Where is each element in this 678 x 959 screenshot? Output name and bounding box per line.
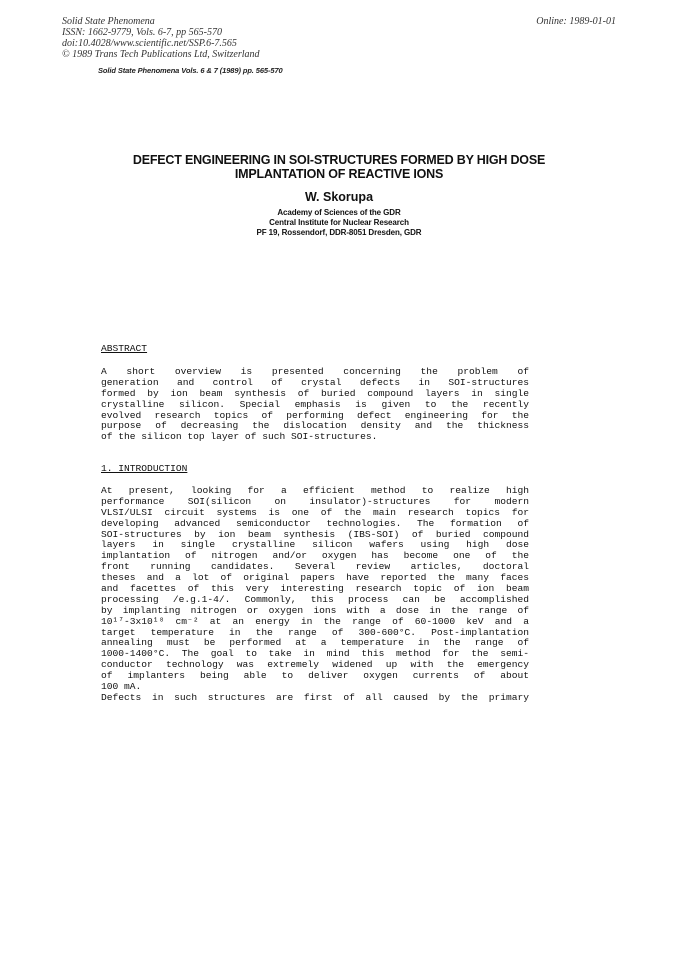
text-line: of the silicon top layer of such SOI-structures. — [101, 431, 378, 443]
author-name: W. Skorupa — [304, 190, 374, 204]
author-affiliation — [0, 208, 678, 238]
abstract-heading: ABSTRACT — [101, 343, 148, 354]
text-line: theses and a lot of original papers have reported the many faces — [101, 572, 529, 584]
text-line: performance SOI(silicon on insulator)-structures for modern — [101, 495, 529, 507]
text-line: front running candidates. Several review articles, doctoral — [101, 561, 529, 573]
text-line: evolved research topics of performing defect engineering for the — [101, 409, 529, 421]
text-line: crystalline silicon. Special emphasis is given to the recently — [101, 398, 529, 410]
doi-link[interactable]: doi:10.4028/www.scientific.net/SSP.6-7.565 — [62, 38, 237, 49]
abstract-body — [101, 367, 529, 443]
text-line: VLSI/ULSI circuit systems is one of the main research topics for — [101, 506, 529, 518]
text-line: At present, looking for a efficient method to realize high — [101, 485, 529, 496]
text-line: conductor technology was extremely widened up with the emergency — [101, 659, 529, 671]
paper-title — [89, 153, 589, 181]
running-header: Solid State Phenomena Vols. 6 & 7 (1989) pp. 565-570 — [98, 66, 283, 75]
text-line: purpose of decreasing the dislocation density and the thickness — [101, 420, 529, 432]
introduction-body — [101, 486, 529, 704]
text-line: generation and control of crystal defects in SOI-structures — [101, 376, 529, 388]
text-line: implantation of nitrogen and/or oxygen has become one of the — [101, 550, 529, 562]
text-line: 100 mA. — [101, 681, 142, 693]
publication-metadata — [62, 16, 260, 60]
introduction-heading: 1. INTRODUCTION — [101, 463, 188, 474]
text-line: 10¹⁷-3x10¹⁸ cm⁻² at an energy in the range of 60-1000 keV and a — [101, 615, 529, 627]
text-line: developing advanced semiconductor technologies. The formation of — [101, 517, 529, 529]
title-line: DEFECT ENGINEERING IN SOI-STRUCTURES FORMED BY HIGH DOSE — [132, 153, 546, 167]
text-line: of implanters being able to deliver oxygen currents of about — [101, 670, 529, 682]
text-line: Defects in such structures are first of all caused by the primary — [101, 691, 529, 703]
text-line: annealing must be performed at a temperature in the range of — [101, 637, 529, 649]
affiliation-line: Academy of Sciences of the GDR — [277, 208, 401, 217]
text-line: and facettes of this very interesting research topic of ion beam — [101, 583, 529, 595]
affiliation-line: Central Institute for Nuclear Research — [269, 218, 409, 227]
text-line: processing /e.g.1-4/. Commonly, this process can be accomplished — [101, 593, 529, 605]
text-line: formed by ion beam synthesis of buried compound layers in single — [101, 387, 529, 399]
online-date: Online: 1989-01-01 — [536, 16, 616, 27]
text-line: A short overview is presented concerning the problem of — [101, 366, 529, 377]
issn-line: ISSN: 1662-9779, Vols. 6-7, pp 565-570 — [62, 27, 222, 38]
copyright-line: © 1989 Trans Tech Publications Ltd, Switzerland — [62, 49, 260, 60]
paper-header — [0, 153, 678, 238]
text-line: 1000-1400°C. The goal to take in mind this method for the semi- — [101, 648, 529, 660]
text-line: SOI-structures by ion beam synthesis (IBS-SOI) of buried compound — [101, 528, 529, 540]
title-line: IMPLANTATION OF REACTIVE IONS — [234, 167, 444, 181]
text-line: by implanting nitrogen or oxygen ions with a dose in the range of — [101, 604, 529, 616]
text-line: target temperature in the range of 300-600°C. Post-implantation — [101, 626, 529, 638]
journal-name: Solid State Phenomena — [62, 16, 155, 27]
text-line: layers in single crystalline silicon wafers using high dose — [101, 539, 529, 551]
affiliation-line: PF 19, Rossendorf, DDR-8051 Dresden, GDR — [256, 228, 422, 237]
